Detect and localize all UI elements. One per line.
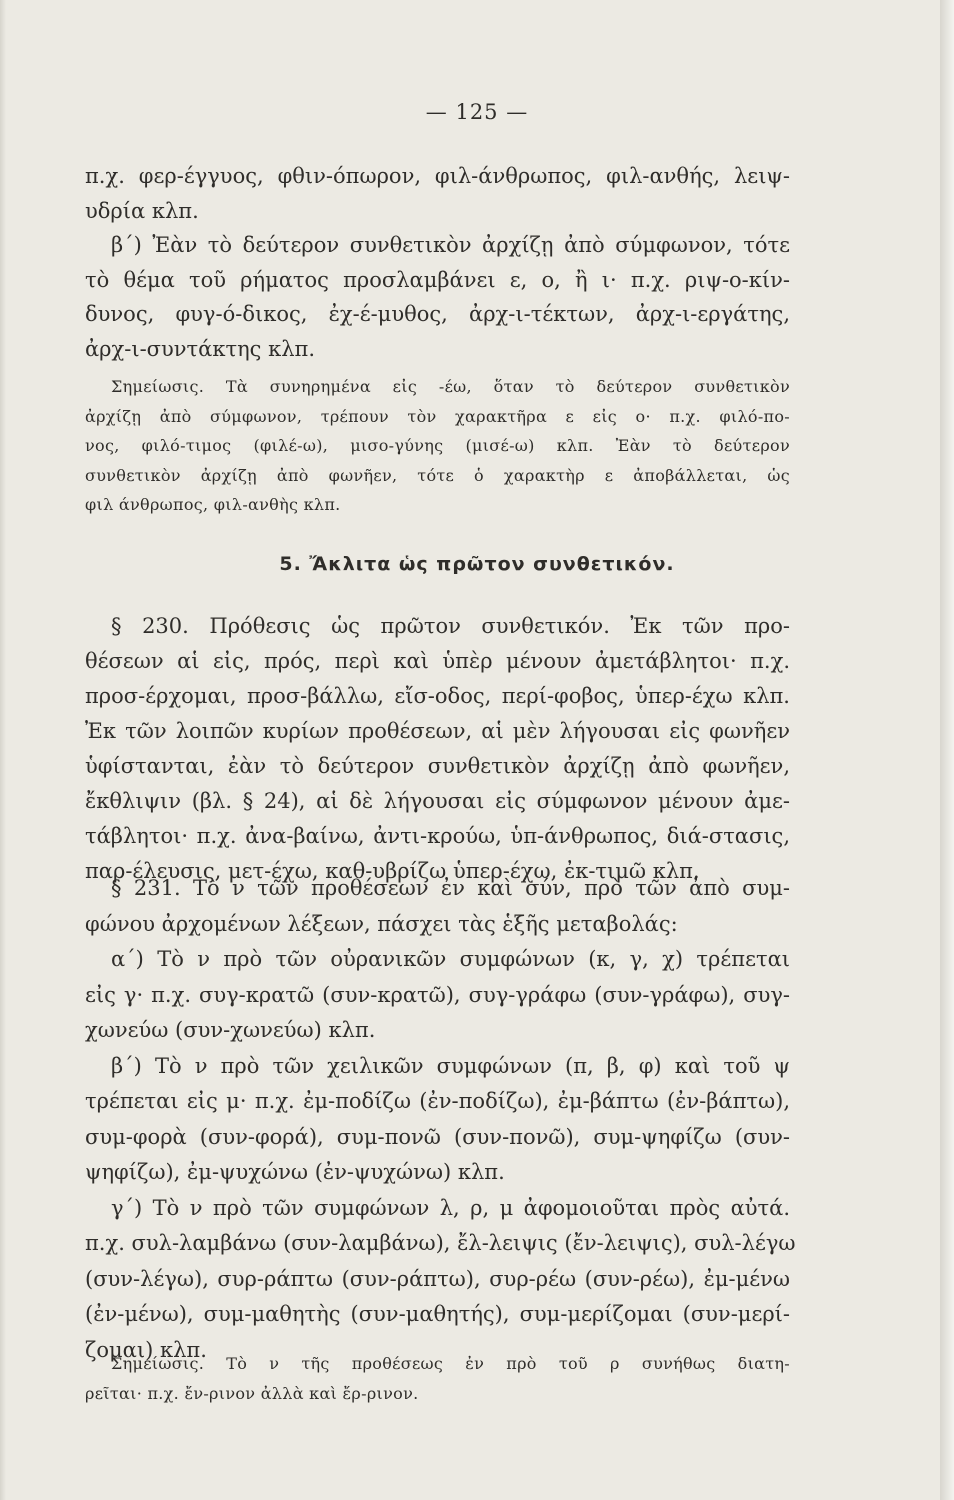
par231_lines-line: χωνεύω (συν-χωνεύω) κλπ.: [85, 1018, 376, 1042]
par231_lines-line: β΄) Τὸ ν πρὸ τῶν χειλικῶν συμφώνων (π, β, φ) καὶ τοῦ ψ: [111, 1053, 790, 1078]
par231_lines-line: εἰς γ· π.χ. συγ-κρατῶ (συν-κρατῶ), συγ-γράφω (συν-γράφω), συγ-: [85, 982, 790, 1007]
par230_lines-line: παρ-έλευσις, μετ-έχω, καθ-υβρίζω ὑπερ-έχω, ἐκ-τιμῶ κλπ.: [85, 859, 700, 883]
note2_lines-line: ρεῖται· π.χ. ἔν-ρινον ἀλλὰ καὶ ἔρ-ρινον.: [85, 1383, 419, 1403]
par230_lines-line: § 230. Πρόθεσις ὡς πρῶτον συνθετικόν. Ἐκ τῶν προ-: [111, 614, 790, 638]
par230_lines-line: θέσεων αἱ εἰς, πρός, περὶ καὶ ὑπὲρ μένουν ἀμετάβλητοι· π.χ.: [85, 649, 790, 673]
section-heading: 5. Ἄκλιτα ὡς πρῶτον συνθετικόν.: [279, 553, 675, 575]
lines_top-line: υδρία κλπ.: [85, 198, 199, 223]
par230_lines-line: ὑφίστανται, ἐὰν τὸ δεύτερον συνθετικὸν ἀρχίζῃ ἀπὸ φωνῆεν,: [85, 754, 790, 778]
lines_top-line: τὸ θέμα τοῦ ρήματος προσλαμβάνει ε, ο, ἢ ι· π.χ. ριψ-ο-κίν-: [85, 267, 790, 292]
note1_lines-line: συνθετικὸν ἀρχίζῃ ἀπὸ φωνῆεν, τότε ὁ χαρακτὴρ ε ἀποβάλλεται, ὡς: [85, 465, 790, 485]
lines_top-line: δυνος, φυγ-ό-δικος, ἐχ-έ-μυθος, ἀρχ-ι-τέκτων, ἀρχ-ι-εργάτης,: [85, 302, 790, 326]
par231_lines-line: α΄) Τὸ ν πρὸ τῶν οὐρανικῶν συμφώνων (κ, γ, χ) τρέπεται: [111, 947, 790, 971]
par231_lines-line: (συν-λέγω), συρ-ράπτω (συν-ράπτω), συρ-ρέω (συν-ρέω), ἐμ-μένω: [85, 1266, 790, 1291]
lines_top-line: π.χ. φερ-έγγυος, φθιν-όπωρον, φιλ-άνθρωπος, φιλ-ανθής, λειψ-: [85, 164, 790, 188]
note1_lines-line: νος, φιλό-τιμος (φιλέ-ω), μισο-γύνης (μισέ-ω) κλπ. Ἐὰν τὸ δεύτερον: [85, 436, 790, 455]
par231_lines-line: π.χ. συλ-λαμβάνω (συν-λαμβάνω), ἔλ-λειψις (ἔν-λειψις), συλ-λέγω: [85, 1231, 796, 1255]
page-right-edge: [940, 0, 954, 1500]
par231_lines-line: § 231. Τὸ ν τῶν προθέσεων ἐν καὶ σύν, πρὸ τῶν ἀπὸ συμ-: [111, 876, 790, 900]
par230_lines-line: τάβλητοι· π.χ. ἀνα-βαίνω, ἀντι-κρούω, ὑπ-άνθρωπος, διά-στασις,: [85, 824, 790, 848]
page-number: — 125 —: [425, 100, 529, 124]
note1_lines-line: ἀρχίζῃ ἀπὸ σύμφωνον, τρέπουν τὸν χαρακτῆρα ε εἰς ο· π.χ. φιλό-πο-: [85, 406, 790, 426]
par230_lines-line: προσ-έρχομαι, προσ-βάλλω, εἴσ-οδος, περί-φοβος, ὑπερ-έχω κλπ.: [85, 684, 790, 708]
par231_lines-line: τρέπεται εἰς μ· π.χ. ἐμ-ποδίζω (ἐν-ποδίζω), ἐμ-βάπτω (ἐν-βάπτω),: [85, 1089, 790, 1113]
par231_lines-line: (ἐν-μένω), συμ-μαθητὴς (συν-μαθητής), συμ-μερίζομαι (συν-μερί-: [85, 1302, 790, 1326]
par231_lines-line: ψηφίζω), ἐμ-ψυχώνω (ἐν-ψυχώνω) κλπ.: [85, 1160, 505, 1184]
par230_lines-line: Ἐκ τῶν λοιπῶν κυρίων προθέσεων, αἱ μὲν λήγουσαι εἰς φωνῆεν: [85, 719, 790, 743]
par231_lines-line: συμ-φορὰ (συν-φορά), συμ-πονῶ (συν-πονῶ), συμ-ψηφίζω (συν-: [85, 1124, 790, 1149]
par230_lines-line: ἔκθλιψιν (βλ. § 24), αἱ δὲ λήγουσαι εἰς σύμφωνον μένουν ἀμε-: [85, 789, 790, 813]
par231_lines-line: γ΄) Τὸ ν πρὸ τῶν συμφώνων λ, ρ, μ ἀφομοιοῦται πρὸς αὐτά.: [111, 1195, 790, 1220]
par231_lines-line: φώνου ἀρχομένων λέξεων, πάσχει τὰς ἑξῆς μεταβολάς:: [85, 911, 678, 936]
note1_lines-line: Σημείωσις. Τὰ συνηρημένα εἰς -έω, ὅταν τὸ δεύτερον συνθετικὸν: [111, 377, 790, 396]
par231_lines-line: ζομαι) κλπ.: [85, 1337, 207, 1362]
page-left-edge: [0, 0, 6, 1500]
lines_top-line: β΄) Ἐὰν τὸ δεύτερον συνθετικὸν ἀρχίζῃ ἀπὸ σύμφωνον, τότε: [111, 233, 790, 257]
note2_lines-line: Σημείωσις. Τὸ ν τῆς προθέσεως ἐν πρὸ τοῦ ρ συνήθως διατη-: [111, 1354, 790, 1373]
lines_top-line: ἀρχ-ι-συντάκτης κλπ.: [85, 336, 316, 361]
note1_lines-line: φιλ άνθρωπος, φιλ-ανθὴς κλπ.: [85, 495, 341, 514]
